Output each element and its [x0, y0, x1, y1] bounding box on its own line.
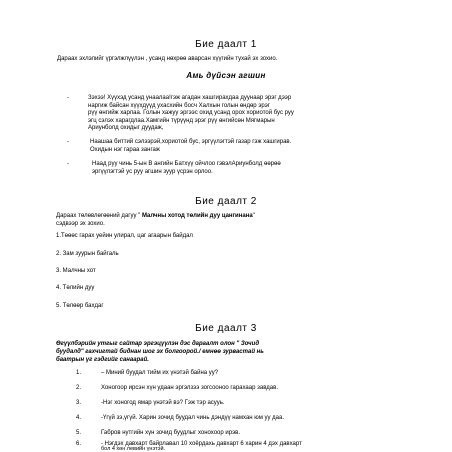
paragraph-line: рүү өнгийж харлаа. Голын хажуу эргээс охид усанд орох хориотой бус руу	[88, 110, 294, 116]
paragraph-line: эгц сэлэх харагдлаа.Хамгийн түрүүнд эрэг рүү өнгийсөн Мягмарын	[88, 117, 275, 124]
item-text	[101, 415, 284, 423]
item-number: 6.	[76, 441, 82, 447]
section1-subtitle: Амь дүйсэн агшин	[186, 71, 266, 80]
bullet-paragraph-3	[92, 161, 422, 176]
bullet-paragraph-2	[90, 139, 420, 154]
item-line: Габров нутгийн хүн зочид буудлыг хонохоор ирэв.	[101, 430, 241, 436]
instruction-part: "	[252, 213, 255, 219]
section2-title: Бие даалт 2	[195, 196, 257, 207]
bullet-mark: -	[67, 95, 69, 101]
item-line-continued: бол 4 хөн левийн үнэтэй.	[101, 446, 166, 452]
bullet-mark: -	[67, 161, 69, 167]
item-line: - Нэгдэх давхарт байрлавал 10 хоёрдахь давхарт 6 харин 4 дэх давхарт	[101, 441, 302, 447]
bullet-mark: -	[67, 139, 69, 145]
item-line: -Нэг хоногод ямар үнэтэй вэ? Гэж тэр асууь.	[101, 400, 225, 406]
list-item: 2. Зам зуурын байгаль	[56, 251, 119, 257]
bullet-paragraph-1	[88, 95, 418, 133]
item-line: -Үгүй зэ,үгүй. Харин зочид буудал чинь дэндүү намхан юм уу даа.	[101, 415, 285, 421]
item-number: 2.	[76, 385, 82, 391]
section3-instruction-line: Өгүүлбэрийн утгыг сайтар эргэцүүлэн дэс дараалт олон " Зочид	[56, 341, 260, 347]
section1-instruction: Дараах эхлэлийг үргэлжлүүлэн , усанд нөхрөө аварсан хүүгийн тухай эх зохио.	[57, 56, 278, 62]
topic-title: Малчны хотод төлийн дуу цангинана	[141, 213, 253, 219]
item-text	[101, 430, 240, 438]
paragraph-line: Наад руу чинь 5-ын В ангийн Батхүү ойчлоо гэвэлАриунболд өөрөө	[92, 161, 281, 167]
list-item: 1.Төөөс гарах уейин улирал, цаг агаарын байдал	[56, 233, 193, 239]
section2-instruction-line2: сэдвээр эх зохио.	[56, 221, 105, 227]
section3-instruction-line: баатрын үг гэдгийг санаарай.	[56, 357, 149, 363]
section3-title: Бие даалт 3	[195, 323, 257, 334]
paragraph-line: Наашаа биттий сэлээрэй,хориотой бус, эргүүлэгтэй газар гэж хашгирав.	[90, 139, 292, 145]
section2-instruction	[56, 213, 255, 221]
paragraph-line: эргүүлэгтэй ус руу агшин зуур үсрэн орлоо.	[92, 168, 213, 175]
item-line: – Миний буудал тийм их үнэтэй байна уу?	[101, 370, 219, 376]
item-number: 3.	[76, 400, 82, 406]
instruction-part: Дараах төлөвлөгөөний дагуу "	[56, 213, 142, 219]
list-item: 5. Төлөөр бахдаг	[56, 303, 104, 309]
list-item: 4. Төлийн дуу	[56, 285, 95, 291]
section3-instruction-line: буудалд" гахчигтай биднан шог эх болгоорой./ емнөө зурвастай нь	[56, 349, 264, 355]
item-number: 5.	[76, 430, 82, 436]
paragraph-line: наргиж байсан хүүхдүүд ухасхийн босч Халхын голын өндөр эрэг	[88, 102, 270, 109]
paragraph-line: Зэхээ! Хүүхэд усанд унаалаа!гэж агадан хашгирахдаа дуунаар эрэг дээр	[88, 95, 292, 101]
item-text	[101, 370, 218, 378]
item-text	[101, 400, 225, 408]
paragraph-line: Ариунболд охидыг дуудаж,	[88, 125, 164, 131]
paragraph-line: Охидын нэг гараа зангаж	[90, 146, 160, 153]
item-number: 4.	[76, 415, 82, 421]
item-line: Хоногоор ирсэн хүн удаан эргэлзээ зогсооноо гарахаар завдав.	[101, 385, 278, 391]
item-number: 1.	[76, 370, 82, 376]
list-item: 3. Малчны хот	[56, 268, 96, 274]
section1-title: Бие даалт 1	[195, 39, 257, 50]
item-text	[101, 385, 278, 393]
